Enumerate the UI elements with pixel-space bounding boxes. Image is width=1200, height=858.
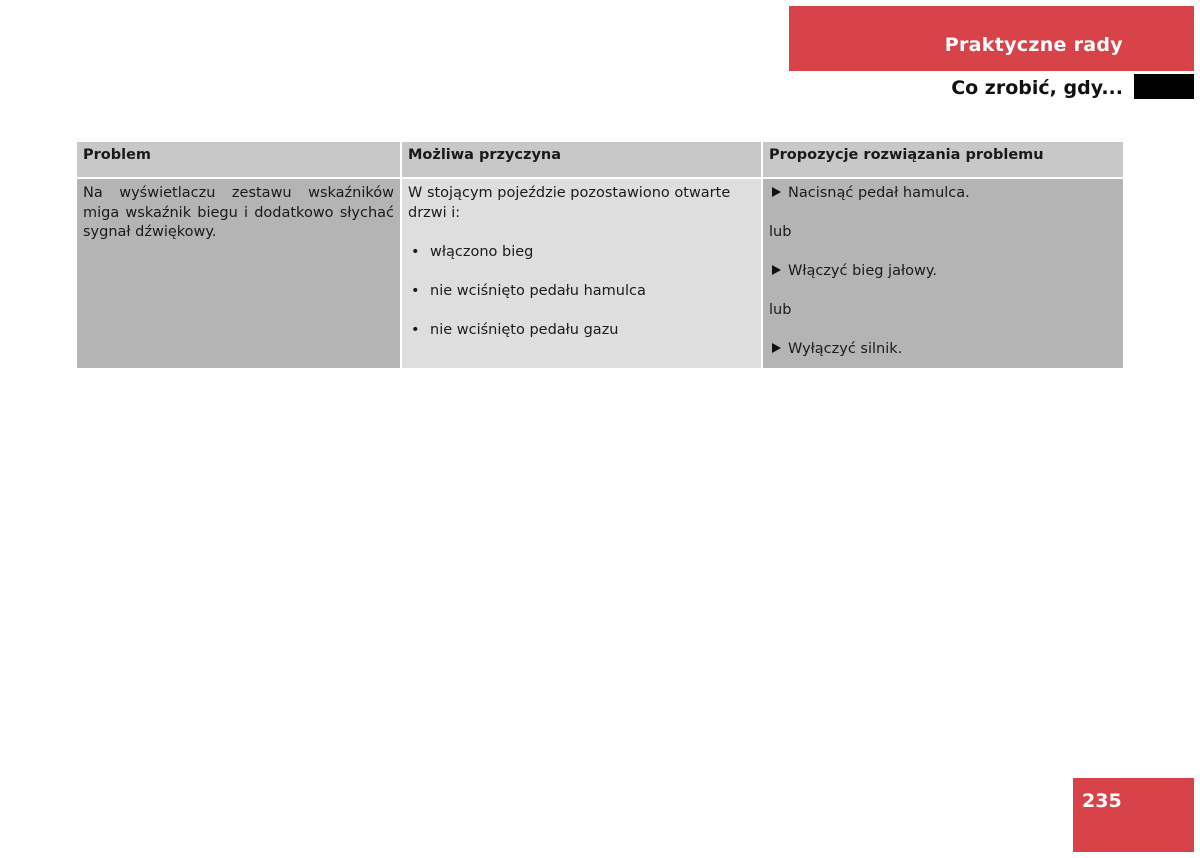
table-header-row [77,142,1123,178]
subsection-title: Co zrobić, gdy... [951,77,1123,99]
solution-step [769,184,1117,204]
bullet-icon: • [411,243,420,260]
or-label: lub [769,224,792,240]
column-header-cause: Możliwa przyczyna [401,142,762,178]
cause-list [408,243,755,341]
cause-item-text: włączono bieg [430,243,534,260]
solution-step-text: Nacisnąć pedał hamulca. [788,185,970,201]
bullet-icon: • [411,282,420,299]
cause-cell [401,178,762,368]
section-tab [789,6,1194,71]
solution-step [769,262,1117,282]
section-title: Praktyczne rady [944,34,1123,56]
page-number-box [1073,778,1194,852]
solution-step [769,340,1117,360]
list-item [408,243,755,263]
table-row [77,178,1123,368]
arrow-right-icon [772,343,781,353]
problem-text: Na wyświetlaczu zestawu wskaźników miga wskaźnik biegu i dodatkowo słychać sygnał dźwiękowy. [83,185,394,240]
column-header-solution: Propozycje rozwiązania problemu [762,142,1123,178]
troubleshooting-table [77,142,1123,368]
list-item [408,282,755,302]
list-item [408,321,755,341]
column-header-problem: Problem [77,142,401,178]
arrow-right-icon [772,265,781,275]
solution-step-text: Wyłączyć silnik. [788,341,903,357]
cause-intro: W stojącym pojeździe pozostawiono otwarte drzwi i: [408,185,731,221]
bullet-icon: • [411,321,420,338]
problem-cell [77,178,401,368]
solution-cell [762,178,1123,368]
cause-item-text: nie wciśnięto pedału gazu [430,321,619,338]
arrow-right-icon [772,187,781,197]
page-number: 235 [1082,790,1122,812]
thumb-index-marker [1134,74,1194,99]
solution-step-text: Włączyć bieg jałowy. [788,263,937,279]
or-label: lub [769,302,792,318]
cause-item-text: nie wciśnięto pedału hamulca [430,282,646,299]
